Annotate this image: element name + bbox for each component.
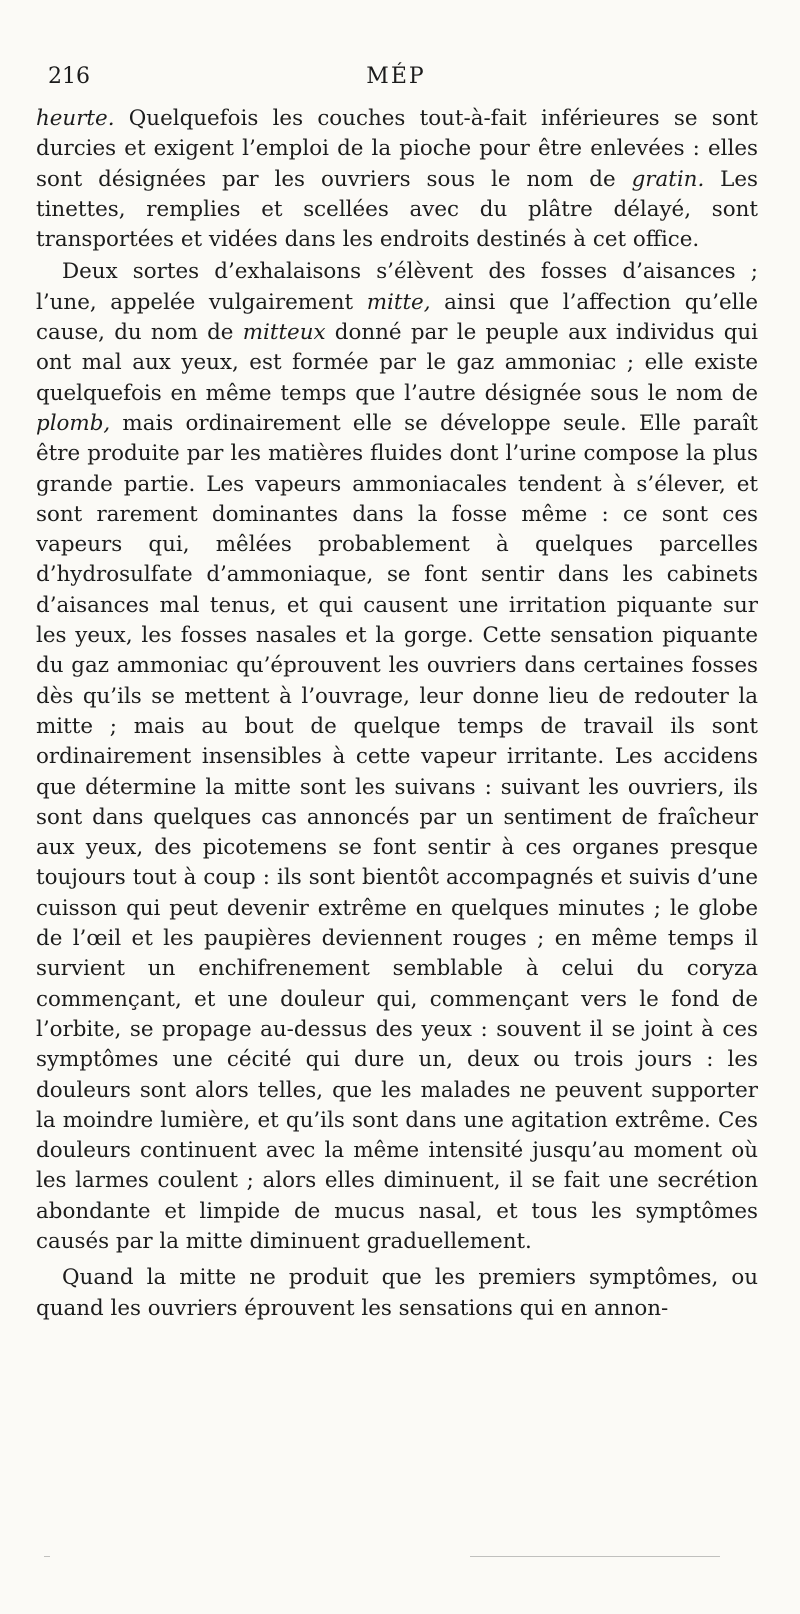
- text-run: heurte.: [36, 106, 115, 131]
- text-run: Quelquefois les couches tout-à-fait inférieures se sont durcies et exigent l’emploi de la pioche pour être enlevées : elles sont désignées par les ouvriers sous le nom de: [36, 106, 758, 192]
- text-run: gratin.: [631, 166, 705, 192]
- page-number: 216: [48, 64, 90, 89]
- header-title: MÉP: [366, 64, 426, 89]
- text-run: Deux sortes d’exhalaisons s’élèvent des fosses d’aisances ; l’une, appelée vulgairement: [36, 259, 758, 315]
- text-run: plomb,: [36, 410, 111, 436]
- body-text: [36, 104, 758, 1324]
- text-run: mitte,: [366, 289, 431, 315]
- text-run: ainsi que l’affection qu’elle cause, du nom de: [36, 289, 758, 346]
- text-run: Quand la mitte ne produit que les premiers symptômes, ou quand les ouvriers éprouvent les sensations qui en annon-: [36, 1265, 758, 1321]
- text-run: mais ordinairement elle se développe seule. Elle paraît être produite par les matières fluides dont l’urine compose la plus grande partie. Les vapeurs ammoniacales tendent à s’élever, et sont rarement dominantes dans la fosse même : ce sont ces vapeurs qui, mêlées probablement à quelques parcelles d’hydrosulfate d’ammoniaque, se font sentir dans les cabinets d’aisances mal tenus, et qui causent une irritation piquante sur les yeux, les fosses nasales et la gorge. Cette sensation piquante du gaz ammoniac qu’éprouvent les ouvriers dans certaines fosses dès qu’ils se mettent à l’ouvrage, leur donne lieu de redouter la mitte ; mais au bout de quelque temps de travail ils sont ordinairement insensibles à cette vapeur irritante. Les accidens que détermine la mitte sont les suivans : suivant les ouvriers, ils sont dans quelques cas annoncés par un sentiment de fraîcheur aux yeux, des picotemens se font sentir à ces organes presque toujours tout à coup : ils sont bientôt accompagnés et suivis d’une cuisson qui peut devenir extrême en quelques minutes ; le globe de l’œil et les paupières deviennent rouges ; en même temps il survient un enchifrenement semblable à celui du coryza commençant, et une douleur qui, commençant vers le fond de l’orbite, se propage au-dessus des yeux : souvent il se joint à ces symptômes une cécité qui dure un, deux ou trois jours : les douleurs sont alors telles, que les malades ne peuvent supporter la moindre lumière, et qu’ils sont dans une agitation extrême. Ces douleurs continuent avec la même intensité jusqu’au moment où les larmes coulent ; alors elles diminuent, il se fait une secrétion abondante et limpide de mucus nasal, et tous les symptômes causés par la mitte diminuent graduellement.: [36, 410, 758, 1254]
- print-speck: [44, 1556, 50, 1557]
- running-head: [36, 64, 756, 98]
- text-run: Les tinettes, remplies et scellées avec du plâtre délayé, sont transportées et vidées dans les endroits destinés à cet office.: [36, 166, 758, 253]
- paragraph-continuation: [36, 104, 758, 255]
- paragraph-exhalaisons: [36, 257, 758, 1257]
- text-run: donné par le peuple aux individus qui ont mal aux yeux, est formée par le gaz ammoniac ; elle existe quelquefois en même temps que l’autre désignée sous le nom de: [36, 320, 758, 406]
- print-speck: [470, 1556, 720, 1557]
- paragraph-quand: [36, 1263, 758, 1324]
- text-run: mitteux: [242, 320, 326, 346]
